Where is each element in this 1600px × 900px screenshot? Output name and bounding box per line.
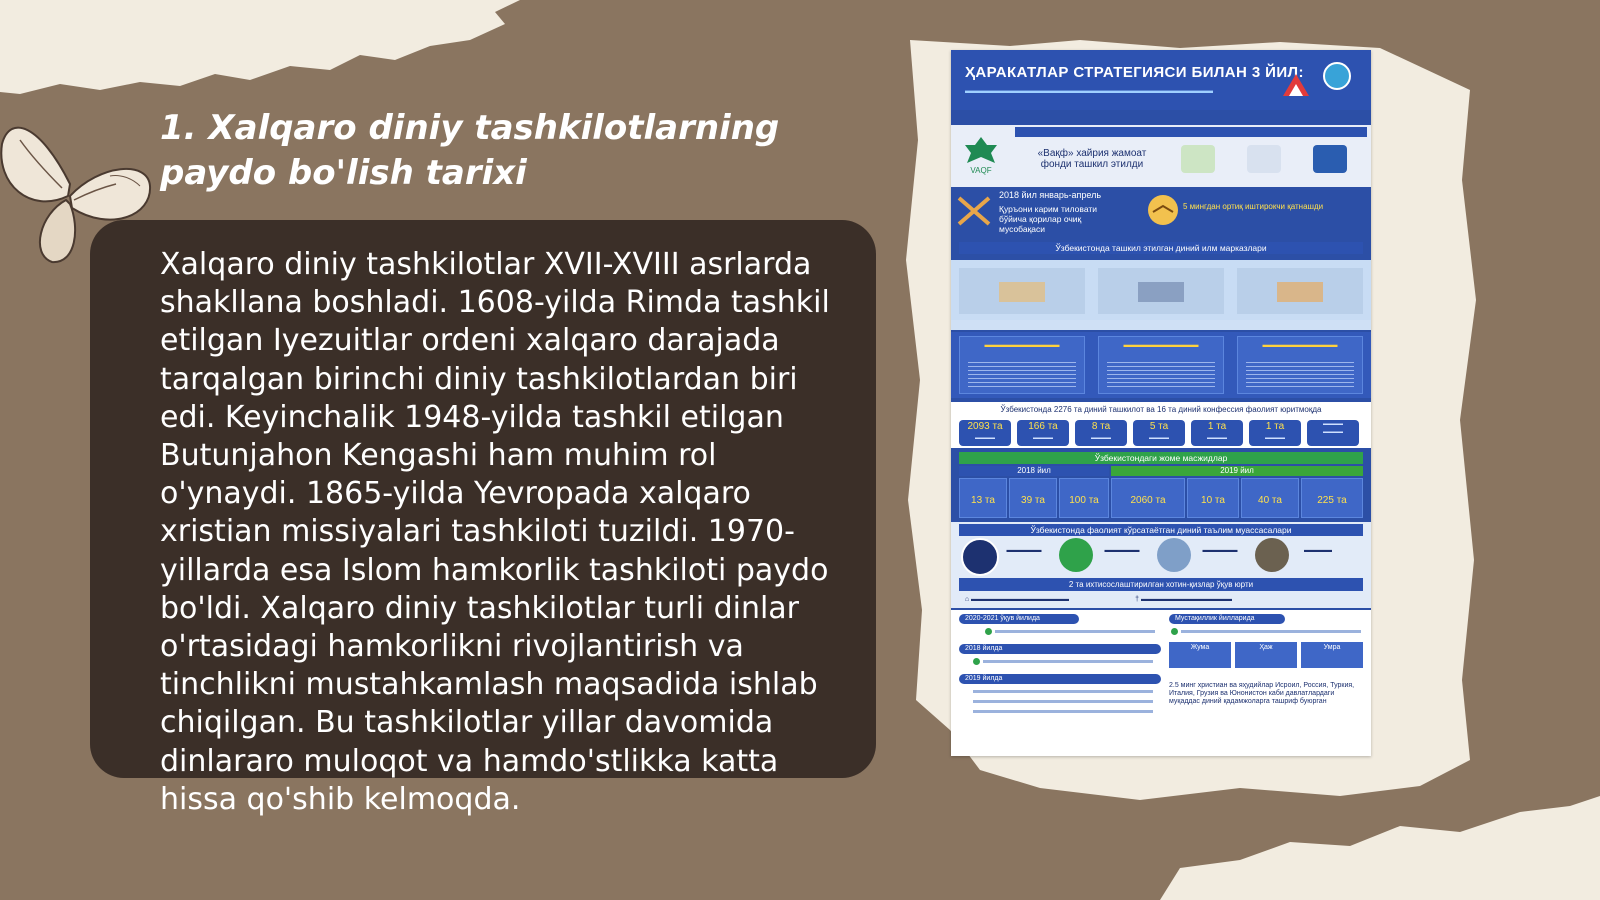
competition-text: Қуръони карим тиловати бўйича қорилар очиқ мусобақаси: [999, 204, 1098, 234]
poster-header: [951, 50, 1371, 110]
year-2018-label: 2018 йил: [959, 466, 1109, 476]
center-box: ▬▬▬▬▬▬▬▬▬▬: [1237, 336, 1363, 394]
quran-icon: [1147, 194, 1179, 226]
wakf-text: «Вақф» хайрия жамоат фонди ташкил этилди: [1037, 148, 1147, 170]
stat-value: ▬▬▬▬ ▬▬▬▬: [1307, 420, 1359, 446]
college-photo: [1157, 538, 1191, 572]
infographic-poster: [951, 50, 1371, 756]
stat-value: 5 та ▬▬▬▬: [1133, 420, 1185, 446]
center-photo: [1237, 268, 1363, 314]
slide-body-text: Xalqaro diniy tashkilotlar XVII-XVIII asrlarda shakllana boshladi. 1608-yilda Rimda tashkil etilgan Iyezuitlar ordeni xalqaro darajada tarqalgan birinchi diniy tashkilotlardan biri edi. Keyinchalik 1948-yilda tashkil etilgan Butunjahon Kengashi ham muhim rol o'ynaydi. 1865-yilda Yevropada xalqaro xristian missiyalari tashkiloti tuzildi. 1970-yillarda esa Islom hamkorlik tashkiloti paydo bo'ldi. Xalqaro diniy tashkilotlar turli dinlar o'rtasidagi hamkorlikni rivojlantirish va tinchlikni mustahkamlash maqsadida ishlab chiqilgan. Bu tashkilotlar yillar davomida dinlararo muloqot va hamdo'stlikka katta hissa qo'shib kelmoqda.: [160, 247, 830, 817]
bottom-label: 2018 йилда: [959, 644, 1161, 654]
education-title: Ўзбекистонда фаолият кўрсатаётган диний таълим муассасалари: [959, 524, 1363, 536]
mosques-title: Ўзбекистондаги жоме масжидлар: [959, 452, 1363, 464]
centers-strip: [951, 320, 1371, 330]
stats-title: Ўзбекистонда 2276 та диний ташкилот ва 16 та диний конфессия фаолият юритмоқда: [951, 402, 1371, 418]
vaqf-logo-icon: [961, 135, 1001, 175]
strategy-logo-icon: [1281, 70, 1311, 100]
education-section: Ўзбекистонда фаолият кўрсатаётган диний таълим муассасалари ▬▬▬▬▬ ▬▬▬▬▬ ▬▬▬▬▬ ▬▬▬▬ 2 та ихтисослаштирилган хотин-қизлар ўқув юрти ⌂ ▬▬▬▬▬▬▬▬▬▬▬▬▬▬ † ▬▬▬▬▬▬▬▬▬▬▬▬▬: [951, 522, 1371, 608]
pilgrimage-tab: Ҳаж: [1235, 642, 1297, 668]
wakf-section: [951, 125, 1371, 187]
bottom-label: 2020-2021 ўқув йилида: [959, 614, 1079, 624]
centers-descriptions: [951, 332, 1371, 398]
wakf-bar: [1015, 127, 1367, 137]
check-icon: [1171, 628, 1178, 635]
svg-text:VAQF: VAQF: [970, 166, 992, 175]
check-icon: [973, 658, 980, 665]
pilgrimage-tab: Умра: [1301, 642, 1363, 668]
mosque-value: 10 та: [1187, 478, 1239, 518]
bottom-label: Мустақиллик йилларида: [1169, 614, 1285, 624]
stat-value: 2093 та ▬▬▬▬: [959, 420, 1011, 446]
madrasa-photo: [1255, 538, 1289, 572]
pilgrimage-tab: Жума: [1169, 642, 1231, 668]
center-photo: [1098, 268, 1224, 314]
competition-participants: 5 мингдан ортиқ иштирокчи қатнашди: [1183, 202, 1324, 211]
mosque-value: 39 та: [1009, 478, 1057, 518]
seminary-row: ⌂ ▬▬▬▬▬▬▬▬▬▬▬▬▬▬ † ▬▬▬▬▬▬▬▬▬▬▬▬▬: [959, 596, 1232, 603]
university-emblem-icon: [961, 538, 999, 576]
mosque-value: 13 та: [959, 478, 1007, 518]
competition-section: [951, 188, 1371, 232]
poster-subtitle-stripe: ▬▬▬▬▬▬▬▬▬▬▬▬▬▬▬▬▬▬▬▬▬▬▬▬▬▬▬▬▬▬▬: [965, 86, 1213, 95]
centers-photos: [951, 260, 1371, 320]
mosque-value: 40 та: [1241, 478, 1299, 518]
pilgrimage-paragraph: 2.5 минг христиан ва яҳудийлар Исроил, Россия, Туркия, Италия, Грузия ва Юнонистон каби давлатлардаги муқаддас диний қадамжоларга ташриф буюрган: [1169, 682, 1355, 705]
bottom-label: 2019 йилда: [959, 674, 1161, 684]
stat-value: 1 та ▬▬▬▬: [1191, 420, 1243, 446]
stat-value: 166 та ▬▬▬▬: [1017, 420, 1069, 446]
center-photo: [959, 268, 1085, 314]
wakf-photo: [1313, 145, 1347, 173]
check-icon: [985, 628, 992, 635]
centers-title: Ўзбекистонда ташкил этилган диний илм марказлари: [959, 242, 1363, 254]
emblem-icon: [1323, 62, 1351, 90]
mosque-value: 2060 та: [1111, 478, 1185, 518]
wakf-photo: [1181, 145, 1215, 173]
competition-year: 2018 йил январь-апрель: [999, 190, 1102, 200]
madrasa-emblem-icon: [1059, 538, 1093, 572]
women-schools-bar: 2 та ихтисослаштирилган хотин-қизлар ўқув юрти: [959, 578, 1363, 591]
mosque-value: 100 та: [1059, 478, 1109, 518]
stats-row: [951, 418, 1371, 448]
poster-bottom: [951, 610, 1371, 756]
poster-title: ҲАРАКАТЛАР СТРАТЕГИЯСИ БИЛАН 3 ЙИЛ:: [965, 64, 1304, 81]
center-box: ▬▬▬▬▬▬▬▬▬▬: [959, 336, 1085, 394]
stat-value: 1 та ▬▬▬▬: [1249, 420, 1301, 446]
stat-value: 8 та ▬▬▬▬: [1075, 420, 1127, 446]
wakf-photo: [1247, 145, 1281, 173]
crossed-swords-icon: [957, 196, 991, 226]
center-box: ▬▬▬▬▬▬▬▬▬▬: [1098, 336, 1224, 394]
mosque-value: 225 та: [1301, 478, 1363, 518]
year-2019-label: 2019 йил: [1111, 466, 1363, 476]
slide-title: 1. Xalqaro diniy tashkilotlarning paydo bo'lish tarixi: [160, 108, 780, 193]
mosques-section: [951, 450, 1371, 522]
